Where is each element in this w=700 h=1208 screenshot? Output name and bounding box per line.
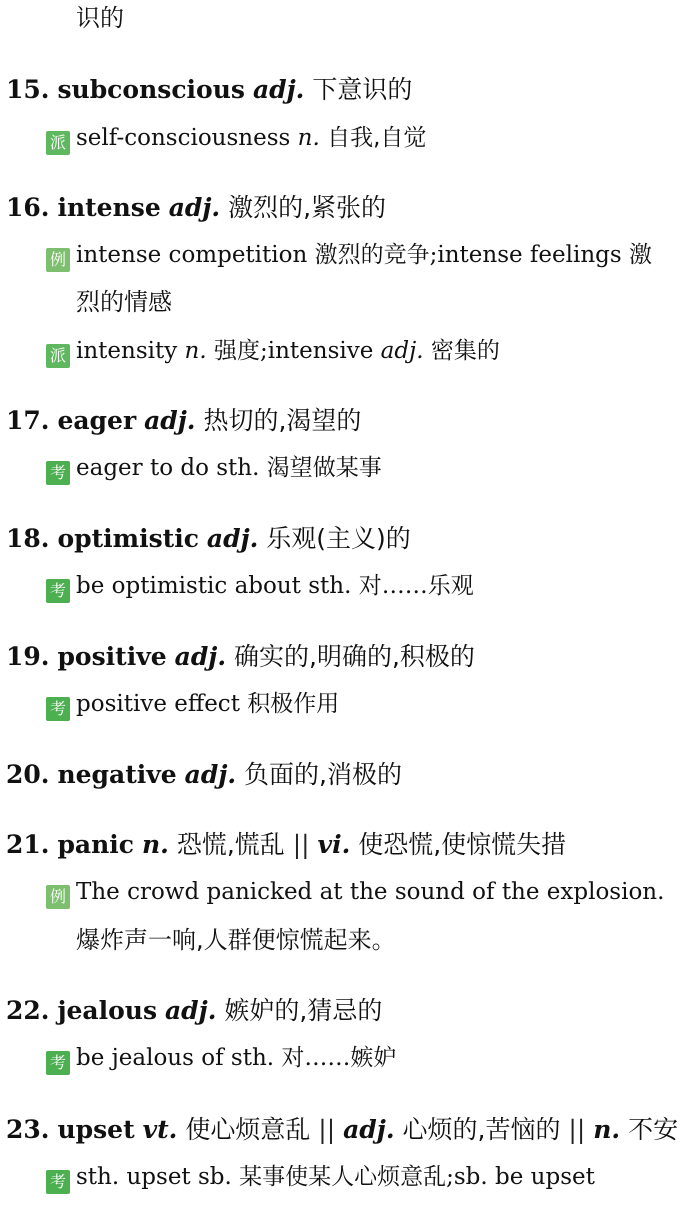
entry-meaning: 下意识的	[312, 75, 413, 104]
sub-meaning: 自我,自觉	[327, 125, 427, 151]
entry-number: 17.	[6, 406, 50, 435]
sub-text: intense competition 激烈的竞争;intense feelings 激	[76, 242, 653, 268]
entry-meaning: 负面的,消极的	[244, 760, 402, 789]
entry-21-example-continuation: 爆炸声一响,人群便惊慌起来。	[76, 926, 396, 954]
entry-number: 20.	[6, 760, 50, 789]
entry-word: optimistic	[57, 524, 199, 553]
sub-text: intensity	[76, 338, 178, 364]
entry-22-headword	[0, 995, 700, 1027]
entry-word: upset	[57, 1115, 135, 1144]
entry-21-example	[0, 877, 700, 909]
entry-pos: adj.	[168, 193, 221, 222]
sub-text: positive effect 积极作用	[76, 691, 340, 717]
entry-meaning: 不安	[628, 1115, 679, 1144]
separator: ||	[292, 830, 310, 859]
separator: ||	[318, 1115, 336, 1144]
tag-exam-icon: 考	[46, 579, 70, 603]
entry-16-derivative	[0, 336, 700, 368]
entry-17-exam	[0, 453, 700, 485]
entry-19-headword	[0, 641, 700, 673]
entry-pos: vt.	[142, 1115, 178, 1144]
entry-word: intense	[57, 193, 161, 222]
sub-pos: adj.	[380, 338, 424, 364]
continuation-text: 识的	[76, 4, 124, 32]
entry-pos: adj.	[164, 996, 217, 1025]
entry-16-example-continuation: 烈的情感	[76, 288, 172, 316]
entry-pos: n.	[593, 1115, 621, 1144]
entry-number: 18.	[6, 524, 50, 553]
entry-word: positive	[57, 642, 167, 671]
entry-number: 16.	[6, 193, 50, 222]
entry-number: 15.	[6, 75, 50, 104]
sub-meaning: 强度;intensive	[213, 338, 374, 364]
entry-word: negative	[57, 760, 177, 789]
tag-exam-icon: 考	[46, 1051, 70, 1075]
entry-meaning: 心烦的,苦恼的	[402, 1115, 561, 1144]
tag-exam-icon: 考	[46, 697, 70, 721]
sub-meaning: 密集的	[430, 338, 500, 364]
entry-number: 21.	[6, 830, 50, 859]
entry-word: panic	[57, 830, 135, 859]
entry-22-exam	[0, 1043, 700, 1075]
entry-meaning: 使心烦意乱	[185, 1115, 311, 1144]
entry-meaning: 恐慌,慌乱	[176, 830, 285, 859]
entry-23-headword	[0, 1114, 700, 1146]
entry-word: subconscious	[57, 75, 245, 104]
sub-text: The crowd panicked at the sound of the explosion.	[76, 879, 665, 905]
entry-18-exam	[0, 571, 700, 603]
entry-16-headword	[0, 192, 700, 224]
entry-pos: adj.	[174, 642, 227, 671]
entry-15-headword	[0, 74, 700, 106]
entry-23-exam	[0, 1162, 700, 1194]
entry-word: eager	[57, 406, 137, 435]
entry-meaning: 嫉妒的,猜忌的	[224, 996, 383, 1025]
entry-number: 22.	[6, 996, 50, 1025]
entry-pos: vi.	[317, 830, 351, 859]
entry-pos: adj.	[252, 75, 305, 104]
sub-text: be optimistic about sth. 对……乐观	[76, 573, 474, 599]
entry-pos: adj.	[184, 760, 237, 789]
entry-pos: adj.	[343, 1115, 395, 1144]
tag-derivative-icon: 派	[46, 344, 70, 368]
tag-example-icon: 例	[46, 248, 70, 272]
entry-15-derivative	[0, 123, 700, 155]
sub-text: eager to do sth. 渴望做某事	[76, 455, 382, 481]
entry-meaning: 激烈的,紧张的	[228, 193, 387, 222]
entry-21-headword	[0, 829, 700, 861]
entry-word: jealous	[57, 996, 158, 1025]
entry-17-headword	[0, 405, 700, 437]
entry-number: 23.	[6, 1115, 50, 1144]
sub-pos: n.	[184, 338, 207, 364]
entry-pos: n.	[141, 830, 169, 859]
entry-pos: adj.	[206, 524, 259, 553]
sub-text: self-consciousness	[76, 125, 291, 151]
tag-exam-icon: 考	[46, 1170, 70, 1194]
entry-meaning: 乐观(主义)的	[266, 524, 411, 553]
entry-18-headword	[0, 523, 700, 555]
sub-text: be jealous of sth. 对……嫉妒	[76, 1045, 397, 1071]
entry-19-exam	[0, 689, 700, 721]
tag-exam-icon: 考	[46, 461, 70, 485]
separator: ||	[568, 1115, 586, 1144]
entry-number: 19.	[6, 642, 50, 671]
entry-16-example	[0, 240, 700, 272]
sub-text: sth. upset sb. 某事使某人心烦意乱;sb. be upset	[76, 1164, 595, 1190]
entry-20-headword	[0, 759, 700, 791]
entry-meaning: 使恐慌,使惊慌失措	[358, 830, 567, 859]
entry-pos: adj.	[144, 406, 196, 435]
entry-meaning: 热切的,渴望的	[203, 406, 362, 435]
entry-meaning: 确实的,明确的,积极的	[234, 642, 475, 671]
tag-derivative-icon: 派	[46, 131, 70, 155]
tag-example-icon: 例	[46, 885, 70, 909]
sub-pos: n.	[297, 125, 320, 151]
